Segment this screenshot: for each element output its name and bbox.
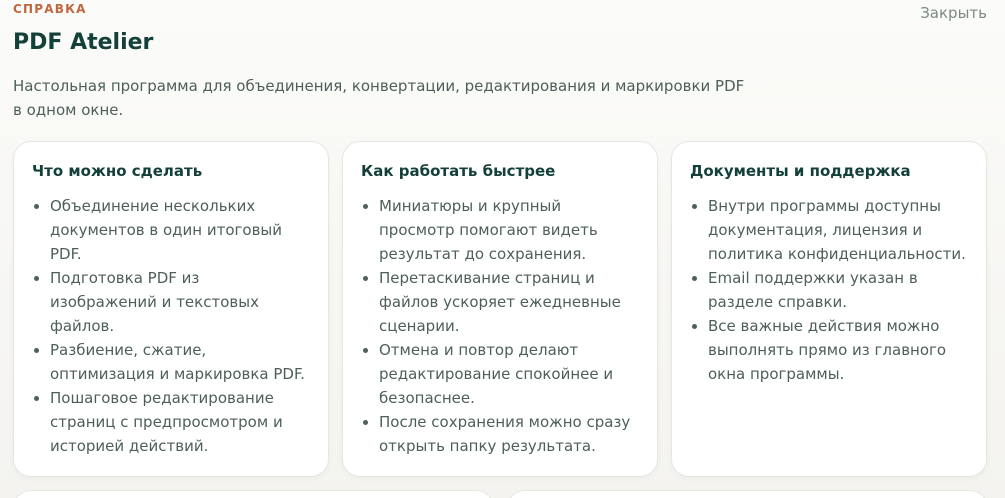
card-title: Как работать быстрее: [361, 162, 556, 180]
info-cards: [13, 141, 987, 477]
page-subtitle: Настольная программа для объединения, конвертации, редактирования и маркировки PDF в одном окне.: [13, 77, 745, 119]
list-item: Отмена и повтор делают редактирование спокойнее и безопаснее.: [379, 338, 639, 410]
list-item: Пошаговое редактирование страниц с предпросмотром и историей действий.: [50, 386, 310, 458]
card-features: [13, 141, 329, 477]
close-button[interactable]: Закрыть: [920, 4, 987, 22]
list-item: После сохранения можно сразу открыть папку результата.: [379, 410, 639, 458]
list-item: Перетаскивание страниц и файлов ускоряет ежедневные сценарии.: [379, 266, 639, 338]
section-eyebrow: СПРАВКА: [13, 2, 87, 16]
card-edge: [507, 490, 988, 498]
card-list: [361, 194, 639, 458]
list-item: Разбиение, сжатие, оптимизация и маркировка PDF.: [50, 338, 310, 386]
card-edge: [13, 490, 494, 498]
card-title: Что можно сделать: [32, 162, 203, 180]
next-cards-row: [13, 490, 988, 498]
list-item: Внутри программы доступны документация, лицензия и политика конфиденциальности.: [708, 194, 968, 266]
card-list: [690, 194, 968, 386]
card-title: Документы и поддержка: [690, 162, 911, 180]
list-item: Email поддержки указан в разделе справки.: [708, 266, 968, 314]
list-item: Миниатюры и крупный просмотр помогают видеть результат до сохранения.: [379, 194, 639, 266]
list-item: Все важные действия можно выполнять прямо из главного окна программы.: [708, 314, 968, 386]
card-tips: [342, 141, 658, 477]
list-item: Подготовка PDF из изображений и текстовых файлов.: [50, 266, 310, 338]
card-list: [32, 194, 310, 458]
page-title: PDF Atelier: [13, 30, 154, 55]
list-item: Объединение нескольких документов в один итоговый PDF.: [50, 194, 310, 266]
card-support: [671, 141, 987, 477]
